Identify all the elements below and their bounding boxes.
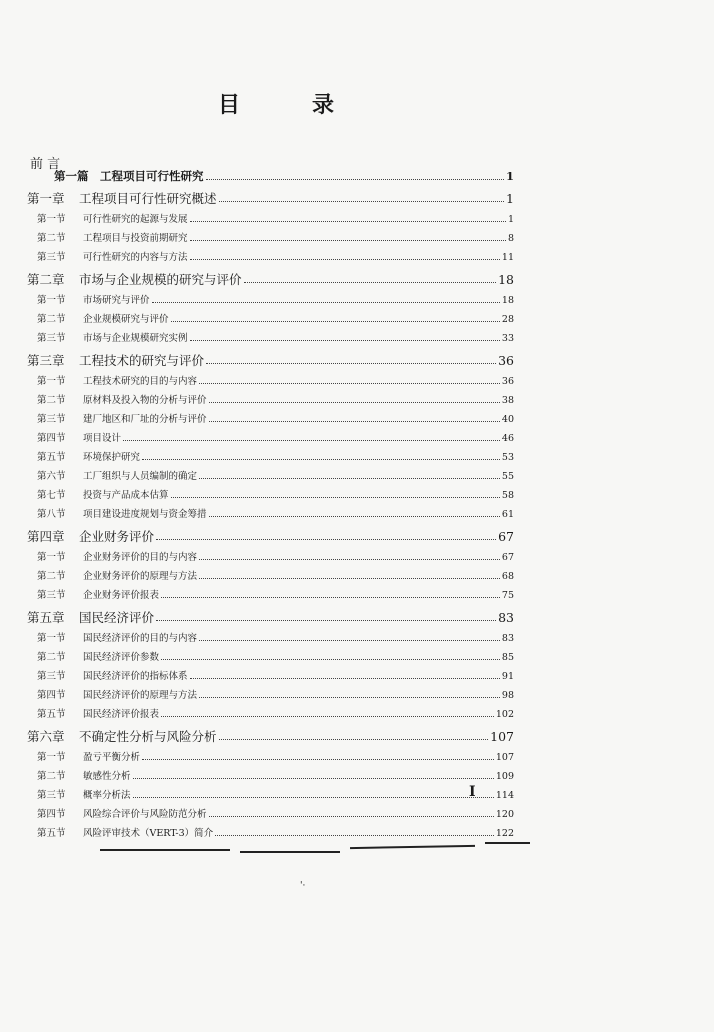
section-number: 第六节 (37, 471, 66, 482)
page-ref: 122 (495, 828, 514, 839)
section-number: 第一节 (37, 633, 66, 644)
page-ref: 1 (505, 169, 514, 183)
toc-section-entry[interactable] (37, 373, 514, 387)
section-title: 可行性研究的起源与发展 (83, 214, 188, 225)
section-number: 第二节 (37, 571, 66, 582)
toc-section-entry[interactable] (37, 230, 514, 244)
section-title: 原材料及投入物的分析与评价 (83, 395, 207, 406)
dot-leader (199, 578, 500, 579)
dot-leader (244, 282, 497, 283)
dot-leader (215, 835, 494, 836)
dot-leader (209, 421, 500, 422)
section-number: 第四节 (37, 433, 66, 444)
page-ref: 8 (507, 233, 514, 244)
dot-leader (190, 221, 506, 222)
toc-section-entry[interactable] (37, 292, 514, 306)
section-title: 风险评审技术（VERT-3）简介 (83, 828, 214, 839)
section-number: 第五节 (37, 709, 66, 720)
section-number: 第八节 (37, 509, 66, 520)
section-number: 第三节 (37, 414, 66, 425)
section-title: 企业财务评价的原理与方法 (83, 571, 198, 582)
chapter-title: 不确定性分析与风险分析 (79, 729, 217, 744)
section-title: 工厂组织与人员编制的确定 (83, 471, 198, 482)
page-ref: 40 (501, 414, 514, 425)
section-number: 第三节 (37, 333, 66, 344)
chapter-title: 企业财务评价 (79, 529, 155, 544)
dot-leader (152, 302, 500, 303)
toc-section-entry[interactable] (37, 668, 514, 682)
section-number: 第二节 (37, 771, 66, 782)
page-ref: 61 (501, 509, 514, 520)
chapter-number: 第四章 (27, 529, 65, 544)
dot-leader (161, 597, 500, 598)
section-title: 可行性研究的内容与方法 (83, 252, 188, 263)
part-title: 工程项目可行性研究 (100, 169, 204, 183)
dot-leader (199, 478, 500, 479)
dot-leader (142, 759, 494, 760)
dot-leader (199, 383, 500, 384)
page-ref: 33 (501, 333, 514, 344)
section-title: 环境保护研究 (83, 452, 141, 463)
toc-section-entry[interactable] (37, 649, 514, 663)
dot-leader (199, 559, 500, 560)
chapter-number: 第五章 (27, 610, 65, 625)
toc-section-entry[interactable] (37, 630, 514, 644)
toc-section-entry[interactable] (37, 506, 514, 520)
chapter-number: 第三章 (27, 353, 65, 368)
page-ref: 114 (495, 790, 514, 801)
dot-leader (161, 659, 500, 660)
section-number: 第一节 (37, 295, 66, 306)
page-ref: 36 (498, 353, 514, 368)
toc-section-entry[interactable] (37, 449, 514, 463)
page-ref: 18 (498, 272, 514, 287)
section-title: 建厂地区和厂址的分析与评价 (83, 414, 207, 425)
scan-line (100, 849, 230, 851)
section-title: 工程项目与投资前期研究 (83, 233, 188, 244)
page-ref: 18 (501, 295, 514, 306)
section-number: 第三节 (37, 671, 66, 682)
dot-leader (190, 240, 506, 241)
chapter-number: 第六章 (27, 729, 65, 744)
page-ref: 75 (501, 590, 514, 601)
page-ref: 120 (495, 809, 514, 820)
section-number: 第一节 (37, 214, 66, 225)
section-title: 项目设计 (83, 433, 122, 444)
dot-leader (209, 816, 494, 817)
toc-section-entry[interactable] (37, 487, 514, 501)
section-number: 第三节 (37, 252, 66, 263)
preface-entry[interactable]: 前 言 (30, 157, 61, 172)
dot-leader (219, 201, 505, 202)
dot-leader (171, 497, 500, 498)
page-ref: 46 (501, 433, 514, 444)
dot-leader (199, 697, 500, 698)
page-ref: 67 (498, 529, 514, 544)
dot-leader (133, 797, 494, 798)
section-title: 敏感性分析 (83, 771, 131, 782)
page-ref: 38 (501, 395, 514, 406)
dot-leader (206, 179, 504, 180)
section-title: 企业规模研究与评价 (83, 314, 169, 325)
section-title: 市场与企业规模研究实例 (83, 333, 188, 344)
section-number: 第二节 (37, 233, 66, 244)
dot-leader (161, 716, 494, 717)
toc-part-entry[interactable] (54, 168, 514, 184)
toc-title-char-1: 目 (218, 92, 241, 118)
section-number: 第三节 (37, 790, 66, 801)
page-ref: 36 (501, 376, 514, 387)
scan-line (350, 845, 475, 849)
toc-section-entry[interactable] (37, 468, 514, 482)
page-ref: 98 (501, 690, 514, 701)
dot-leader (206, 363, 496, 364)
page-ref: 85 (501, 652, 514, 663)
toc-section-entry[interactable] (37, 392, 514, 406)
page-ref: 83 (501, 633, 514, 644)
section-number: 第四节 (37, 690, 66, 701)
dot-leader (142, 459, 500, 460)
section-title: 项目建设进度规划与资金筹措 (83, 509, 207, 520)
section-title: 市场研究与评价 (83, 295, 150, 306)
section-title: 企业财务评价报表 (83, 590, 160, 601)
section-number: 第二节 (37, 314, 66, 325)
chapter-number: 第二章 (27, 272, 65, 287)
toc-section-entry[interactable] (37, 706, 514, 720)
page-ref: 58 (501, 490, 514, 501)
page-ref: 68 (501, 571, 514, 582)
section-title: 概率分析法 (83, 790, 131, 801)
chapter-number: 第一章 (27, 191, 65, 206)
page-ref: 55 (501, 471, 514, 482)
toc-chapter-entry[interactable] (27, 189, 514, 207)
page-number: I (469, 784, 476, 800)
page-ref: 53 (501, 452, 514, 463)
toc-chapter-entry[interactable] (27, 727, 514, 745)
page-ref: 91 (501, 671, 514, 682)
dot-leader (190, 340, 500, 341)
dot-leader (209, 402, 500, 403)
section-number: 第三节 (37, 590, 66, 601)
dot-leader (156, 620, 496, 621)
page-ref: 1 (507, 214, 514, 225)
toc-section-entry[interactable] (37, 568, 514, 582)
section-title: 国民经济评价的目的与内容 (83, 633, 198, 644)
section-title: 企业财务评价的目的与内容 (83, 552, 198, 563)
page-ref: 107 (495, 752, 514, 763)
page-ref: 28 (501, 314, 514, 325)
section-title: 盈亏平衡分析 (83, 752, 141, 763)
dot-leader (133, 778, 494, 779)
dot-leader (123, 440, 500, 441)
dot-leader (199, 640, 500, 641)
toc-section-entry[interactable] (37, 749, 514, 763)
dot-leader (209, 516, 500, 517)
toc-section-entry[interactable] (37, 311, 514, 325)
page-ref: 67 (501, 552, 514, 563)
section-title: 国民经济评价参数 (83, 652, 160, 663)
chapter-title: 国民经济评价 (79, 610, 155, 625)
scan-mark: '· (300, 881, 306, 891)
dot-leader (190, 259, 500, 260)
toc-section-entry[interactable] (37, 825, 514, 839)
toc-section-entry[interactable] (37, 587, 514, 601)
toc-chapter-entry[interactable] (27, 608, 514, 626)
dot-leader (156, 539, 496, 540)
section-title: 投资与产品成本估算 (83, 490, 169, 501)
section-number: 第五节 (37, 828, 66, 839)
section-number: 第五节 (37, 452, 66, 463)
toc-section-entry[interactable] (37, 787, 514, 801)
page-ref: 109 (495, 771, 514, 782)
toc-section-entry[interactable] (37, 687, 514, 701)
section-title: 国民经济评价报表 (83, 709, 160, 720)
chapter-title: 市场与企业规模的研究与评价 (79, 272, 242, 287)
section-number: 第七节 (37, 490, 66, 501)
toc-title (0, 88, 714, 118)
page-ref: 1 (506, 191, 514, 206)
scan-line (485, 842, 530, 844)
section-number: 第二节 (37, 395, 66, 406)
toc-chapter-entry[interactable] (27, 270, 514, 288)
section-title: 国民经济评价的指标体系 (83, 671, 188, 682)
section-number: 第四节 (37, 809, 66, 820)
toc-title-char-2: 录 (312, 92, 335, 118)
section-title: 工程技术研究的目的与内容 (83, 376, 198, 387)
chapter-title: 工程项目可行性研究概述 (79, 191, 217, 206)
toc-section-entry[interactable] (37, 411, 514, 425)
section-number: 第一节 (37, 376, 66, 387)
toc-section-entry[interactable] (37, 768, 514, 782)
page-ref: 107 (490, 729, 514, 744)
toc-section-entry[interactable] (37, 249, 514, 263)
section-title: 风险综合评价与风险防范分析 (83, 809, 207, 820)
toc-section-entry[interactable] (37, 549, 514, 563)
page-ref: 102 (495, 709, 514, 720)
section-number: 第一节 (37, 752, 66, 763)
part-number: 第一篇 (54, 169, 89, 183)
section-number: 第一节 (37, 552, 66, 563)
toc-section-entry[interactable] (37, 211, 514, 225)
dot-leader (190, 678, 500, 679)
dot-leader (219, 739, 489, 740)
page-ref: 83 (498, 610, 514, 625)
toc-chapter-entry[interactable] (27, 351, 514, 369)
section-number: 第二节 (37, 652, 66, 663)
dot-leader (171, 321, 500, 322)
chapter-title: 工程技术的研究与评价 (79, 353, 205, 368)
toc-chapter-entry[interactable] (27, 527, 514, 545)
toc-section-entry[interactable] (37, 330, 514, 344)
scan-line (240, 851, 340, 853)
toc-section-entry[interactable] (37, 430, 514, 444)
toc-section-entry[interactable] (37, 806, 514, 820)
page-ref: 11 (501, 252, 514, 263)
section-title: 国民经济评价的原理与方法 (83, 690, 198, 701)
